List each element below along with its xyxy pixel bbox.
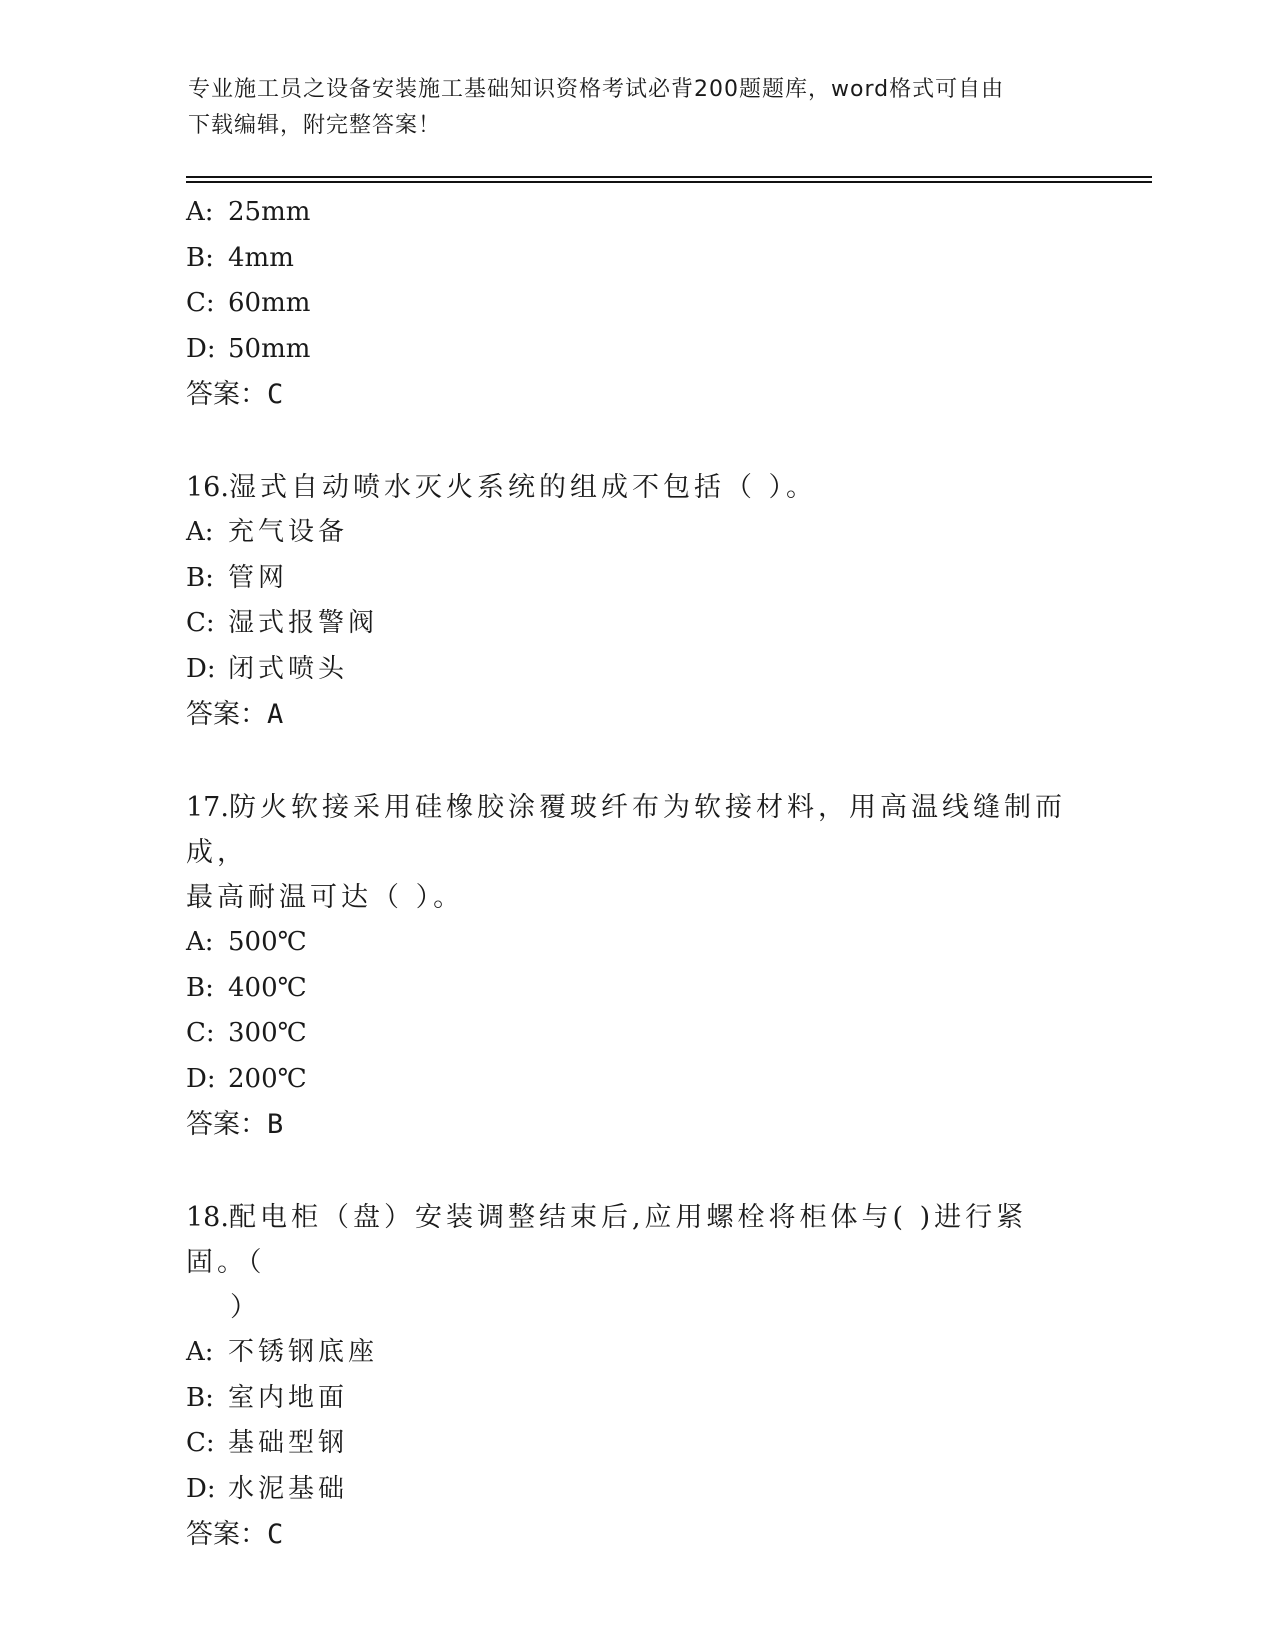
option-letter: A:: [186, 927, 214, 957]
option-letter: D:: [186, 1063, 216, 1094]
option-c: [186, 281, 1086, 327]
option-d: [186, 1057, 1086, 1103]
option-letter: C:: [186, 608, 215, 638]
question-text: 湿式自动喷水灭火系统的组成不包括（ ）。: [228, 472, 818, 503]
option-text: 室内地面: [228, 1382, 349, 1413]
question-list: [186, 190, 1086, 1605]
option-letter: B:: [186, 972, 214, 1003]
option-letter: D:: [186, 1473, 216, 1504]
question-number: 17.: [186, 792, 229, 823]
option-text: 水泥基础: [228, 1473, 349, 1504]
option-b: [186, 236, 1086, 282]
option-c: [186, 1421, 1086, 1467]
option-text: 基础型钢: [228, 1428, 349, 1458]
option-letter: D:: [186, 333, 216, 364]
answer-value: A: [267, 699, 284, 730]
option-c: [186, 1011, 1086, 1057]
header-divider-top: [186, 176, 1152, 178]
option-text: 充气设备: [228, 517, 349, 547]
option-letter: A:: [186, 517, 214, 547]
header-line-2: 下载编辑，附完整答案！: [188, 113, 442, 138]
answer-line: [186, 692, 1086, 737]
question-number: 18.: [186, 1202, 229, 1233]
option-letter: B:: [186, 1382, 214, 1413]
option-a: [186, 190, 1086, 236]
option-text: 60mm: [228, 288, 311, 318]
option-a: [186, 1330, 1086, 1376]
answer-line: [186, 372, 1086, 417]
question-stem: [186, 785, 1086, 920]
answer-value: C: [267, 1519, 284, 1550]
answer-value: C: [267, 379, 284, 410]
question-15: [186, 190, 1086, 417]
option-d: [186, 327, 1086, 373]
answer-line: [186, 1102, 1086, 1147]
option-letter: A:: [186, 1337, 214, 1367]
question-16: [186, 465, 1086, 737]
option-text: 湿式报警阀: [228, 608, 379, 638]
question-text-line-2: ）: [230, 1292, 261, 1323]
option-text: 4mm: [228, 242, 294, 273]
answer-label: 答案：: [186, 1519, 267, 1550]
option-letter: C:: [186, 288, 215, 318]
option-d: [186, 1467, 1086, 1513]
option-d: [186, 647, 1086, 693]
header-divider-bottom: [186, 181, 1152, 183]
option-a: [186, 920, 1086, 966]
option-text: 50mm: [228, 333, 311, 364]
answer-label: 答案：: [186, 699, 267, 730]
option-b: [186, 556, 1086, 602]
option-letter: A:: [186, 197, 214, 227]
question-text-line-2: 最高耐温可达（ ）。: [186, 882, 465, 913]
option-text: 200℃: [228, 1063, 307, 1094]
option-a: [186, 510, 1086, 556]
option-letter: C:: [186, 1018, 215, 1048]
option-letter: C:: [186, 1428, 215, 1458]
question-number: 16.: [186, 472, 229, 503]
option-b: [186, 966, 1086, 1012]
option-letter: B:: [186, 562, 214, 593]
answer-value: B: [267, 1109, 284, 1140]
option-text: 400℃: [228, 972, 307, 1003]
question-stem: [186, 1195, 1086, 1330]
option-text: 管网: [228, 562, 289, 593]
question-text-line-1: 配电柜（盘）安装调整结束后,应用螺栓将柜体与( )进行紧固。（: [186, 1202, 1028, 1278]
answer-line: [186, 1512, 1086, 1557]
option-text: 300℃: [228, 1018, 307, 1048]
option-text: 25mm: [228, 197, 311, 227]
question-18: [186, 1195, 1086, 1557]
option-text: 500℃: [228, 927, 307, 957]
option-letter: D:: [186, 653, 216, 684]
question-17: [186, 785, 1086, 1147]
option-text: 不锈钢底座: [228, 1337, 379, 1367]
option-c: [186, 601, 1086, 647]
question-text-line-1: 防火软接采用硅橡胶涂覆玻纤布为软接材料，用高温线缝制而成，: [186, 792, 1066, 868]
option-b: [186, 1376, 1086, 1422]
answer-label: 答案：: [186, 379, 267, 410]
question-stem: [186, 465, 1086, 510]
document-header: [188, 72, 1068, 144]
option-text: 闭式喷头: [228, 653, 349, 684]
answer-label: 答案：: [186, 1109, 267, 1140]
option-letter: B:: [186, 242, 214, 273]
header-line-1: 专业施工员之设备安装施工基础知识资格考试必背200题题库，word格式可自由: [188, 77, 1005, 102]
